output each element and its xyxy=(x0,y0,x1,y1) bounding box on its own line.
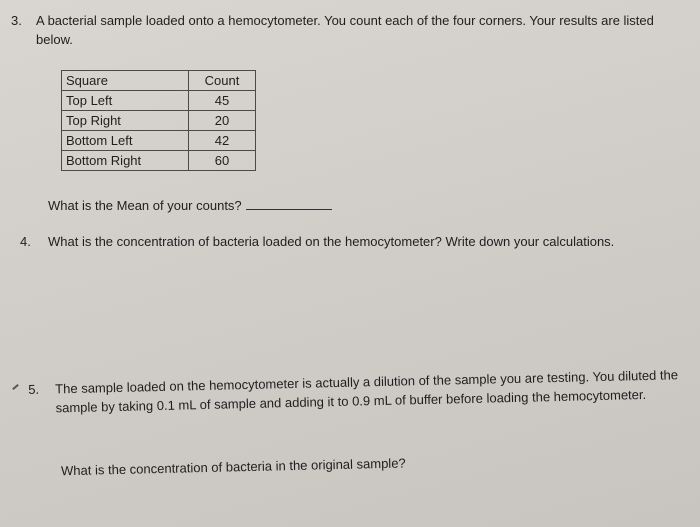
count-cell: 42 xyxy=(189,131,256,151)
count-cell: 45 xyxy=(189,91,256,111)
mean-question xyxy=(48,197,332,213)
question-5-number: 5. xyxy=(28,381,40,397)
counts-table xyxy=(61,70,256,171)
table-row xyxy=(62,151,256,171)
answer-blank[interactable] xyxy=(246,197,332,210)
table-row xyxy=(62,91,256,111)
question-4-text: What is the concentration of bacteria loaded on the hemocytometer? Write down your calculations. xyxy=(48,234,615,249)
mean-question-text: What is the Mean of your counts? xyxy=(48,198,242,213)
square-cell: Top Left xyxy=(62,91,189,111)
question-5-text: The sample loaded on the hemocytometer is actually a dilution of the sample you are testing. You diluted the sample by taking 0.1 mL of sample and adding it to 0.9 mL of buffer before loading the hemocytometer. xyxy=(55,367,679,416)
table-row xyxy=(62,131,256,151)
question-4-number: 4. xyxy=(20,234,31,249)
counts-table-wrapper xyxy=(61,70,261,171)
count-cell: 60 xyxy=(189,151,256,171)
table-row xyxy=(62,111,256,131)
question-3 xyxy=(11,11,691,49)
question-3-number: 3. xyxy=(11,13,22,28)
question-5 xyxy=(28,365,697,479)
table-header-row xyxy=(62,71,256,91)
question-5-subquestion: What is the concentration of bacteria in the original sample? xyxy=(60,455,406,479)
question-4 xyxy=(20,232,700,251)
pencil-mark xyxy=(12,384,19,390)
square-cell: Bottom Right xyxy=(62,151,189,171)
count-cell: 20 xyxy=(189,111,256,131)
question-3-text: A bacterial sample loaded onto a hemocytometer. You count each of the four corners. Your results are listed below. xyxy=(36,13,654,47)
header-square: Square xyxy=(62,71,189,91)
header-count: Count xyxy=(189,71,256,91)
square-cell: Top Right xyxy=(62,111,189,131)
square-cell: Bottom Left xyxy=(62,131,189,151)
